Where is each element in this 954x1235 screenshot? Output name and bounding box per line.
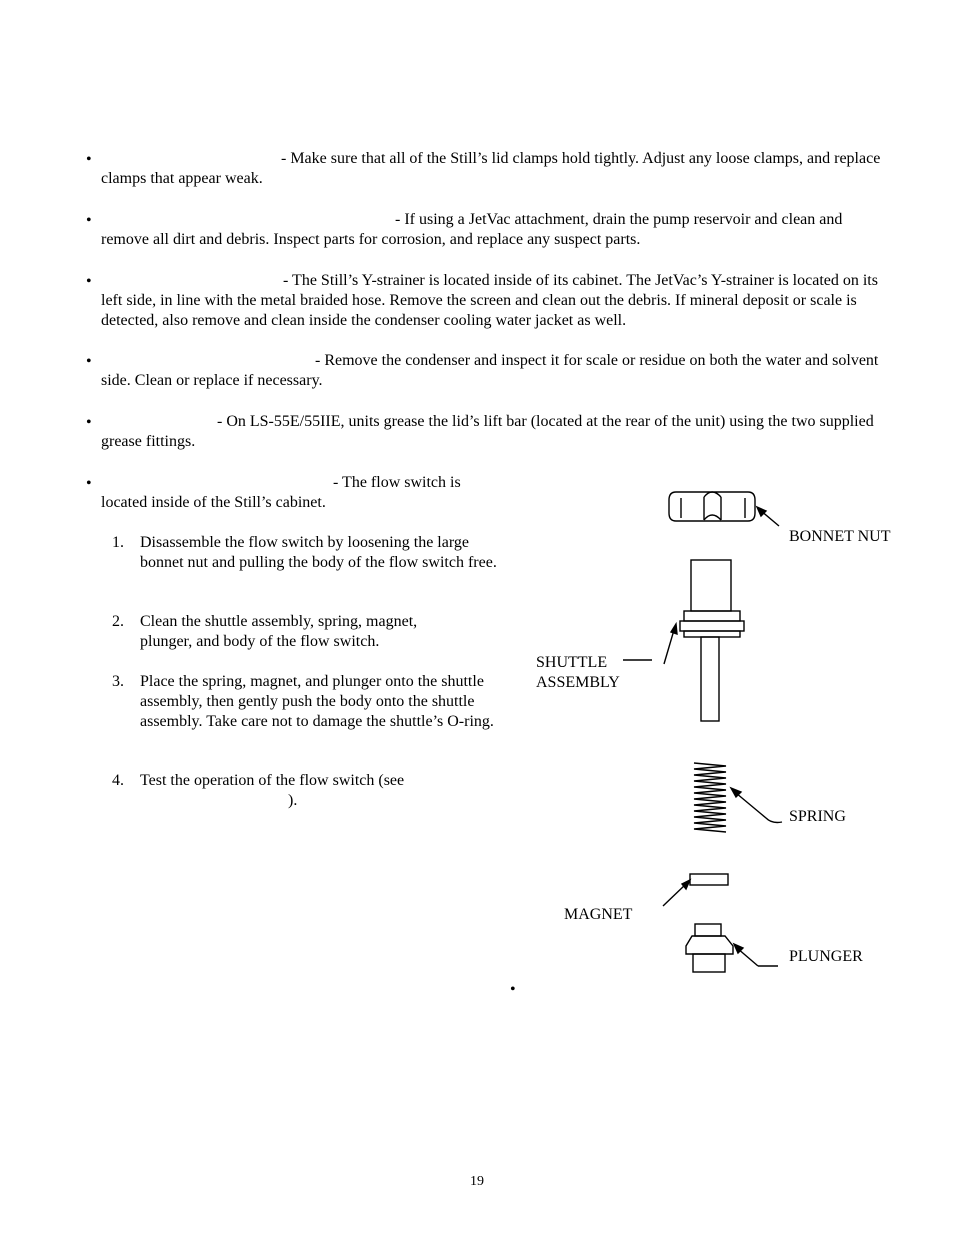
- bullet: •: [86, 353, 92, 370]
- bullet: •: [510, 981, 516, 998]
- item-condenser: - Remove the condenser and inspect it for scale or residue on both the water and solvent side. Clean or replace if necessary.: [101, 352, 879, 389]
- step-text: Test the operation of the flow switch (see: [140, 772, 405, 789]
- bullet: •: [86, 151, 92, 168]
- item-jetvac-reservoir: - If using a JetVac attachment, drain the pump reservoir and clean and remove all dirt and debris. Inspect parts for corrosion, and replace any suspect parts.: [101, 211, 843, 248]
- page-number: 19: [470, 1174, 484, 1189]
- item-y-strainer: - The Still’s Y-strainer is located inside of its cabinet. The JetVac’s Y-strainer is located on its left side, in line with the metal braided hose. Remove the screen and clean out the debris. If mineral deposit or scale is detected, also remove and clean inside the condenser cooling water jacket as well.: [101, 272, 878, 329]
- plunger-part: [686, 924, 733, 972]
- spring-part: [694, 763, 726, 832]
- step-text: Disassemble the flow switch by loosening the large bonnet nut and pulling the body of the flow switch free.: [140, 534, 497, 571]
- shuttle-assembly-part: [680, 560, 744, 721]
- bullet: •: [86, 212, 92, 229]
- step-number: 1.: [112, 534, 124, 551]
- bullet: •: [86, 273, 92, 290]
- label-magnet: MAGNET: [564, 906, 633, 923]
- bonnet-nut-part: [669, 492, 755, 521]
- label-bonnet-nut: BONNET NUT: [789, 528, 891, 545]
- step-number: 4.: [112, 772, 124, 789]
- step-number: 3.: [112, 673, 124, 690]
- bullet: •: [86, 414, 92, 431]
- step-text: Clean the shuttle assembly, spring, magnet, plunger, and body of the flow switch.: [140, 613, 418, 650]
- label-shuttle-line1: SHUTTLE: [536, 654, 608, 671]
- step-number: 2.: [112, 613, 124, 630]
- label-spring: SPRING: [789, 808, 846, 825]
- label-plunger: PLUNGER: [789, 948, 863, 965]
- step-text-continuation: ).: [288, 792, 298, 809]
- step-text: Place the spring, magnet, and plunger onto the shuttle assembly, then gently push the body onto the shuttle assembly. Take care not to damage the shuttle’s O-ring.: [140, 673, 494, 730]
- item-flow-switch: - The flow switch is located inside of the Still’s cabinet.: [101, 474, 461, 511]
- label-shuttle-line2: ASSEMBLY: [536, 674, 620, 691]
- bullet: •: [86, 475, 92, 492]
- item-grease: - On LS-55E/55IIE, units grease the lid’s lift bar (located at the rear of the unit) using the two supplied grease fittings.: [101, 413, 874, 450]
- magnet-part: [690, 874, 728, 885]
- item-lid-clamps: - Make sure that all of the Still’s lid clamps hold tightly. Adjust any loose clamps, and replace clamps that appear weak.: [101, 150, 881, 187]
